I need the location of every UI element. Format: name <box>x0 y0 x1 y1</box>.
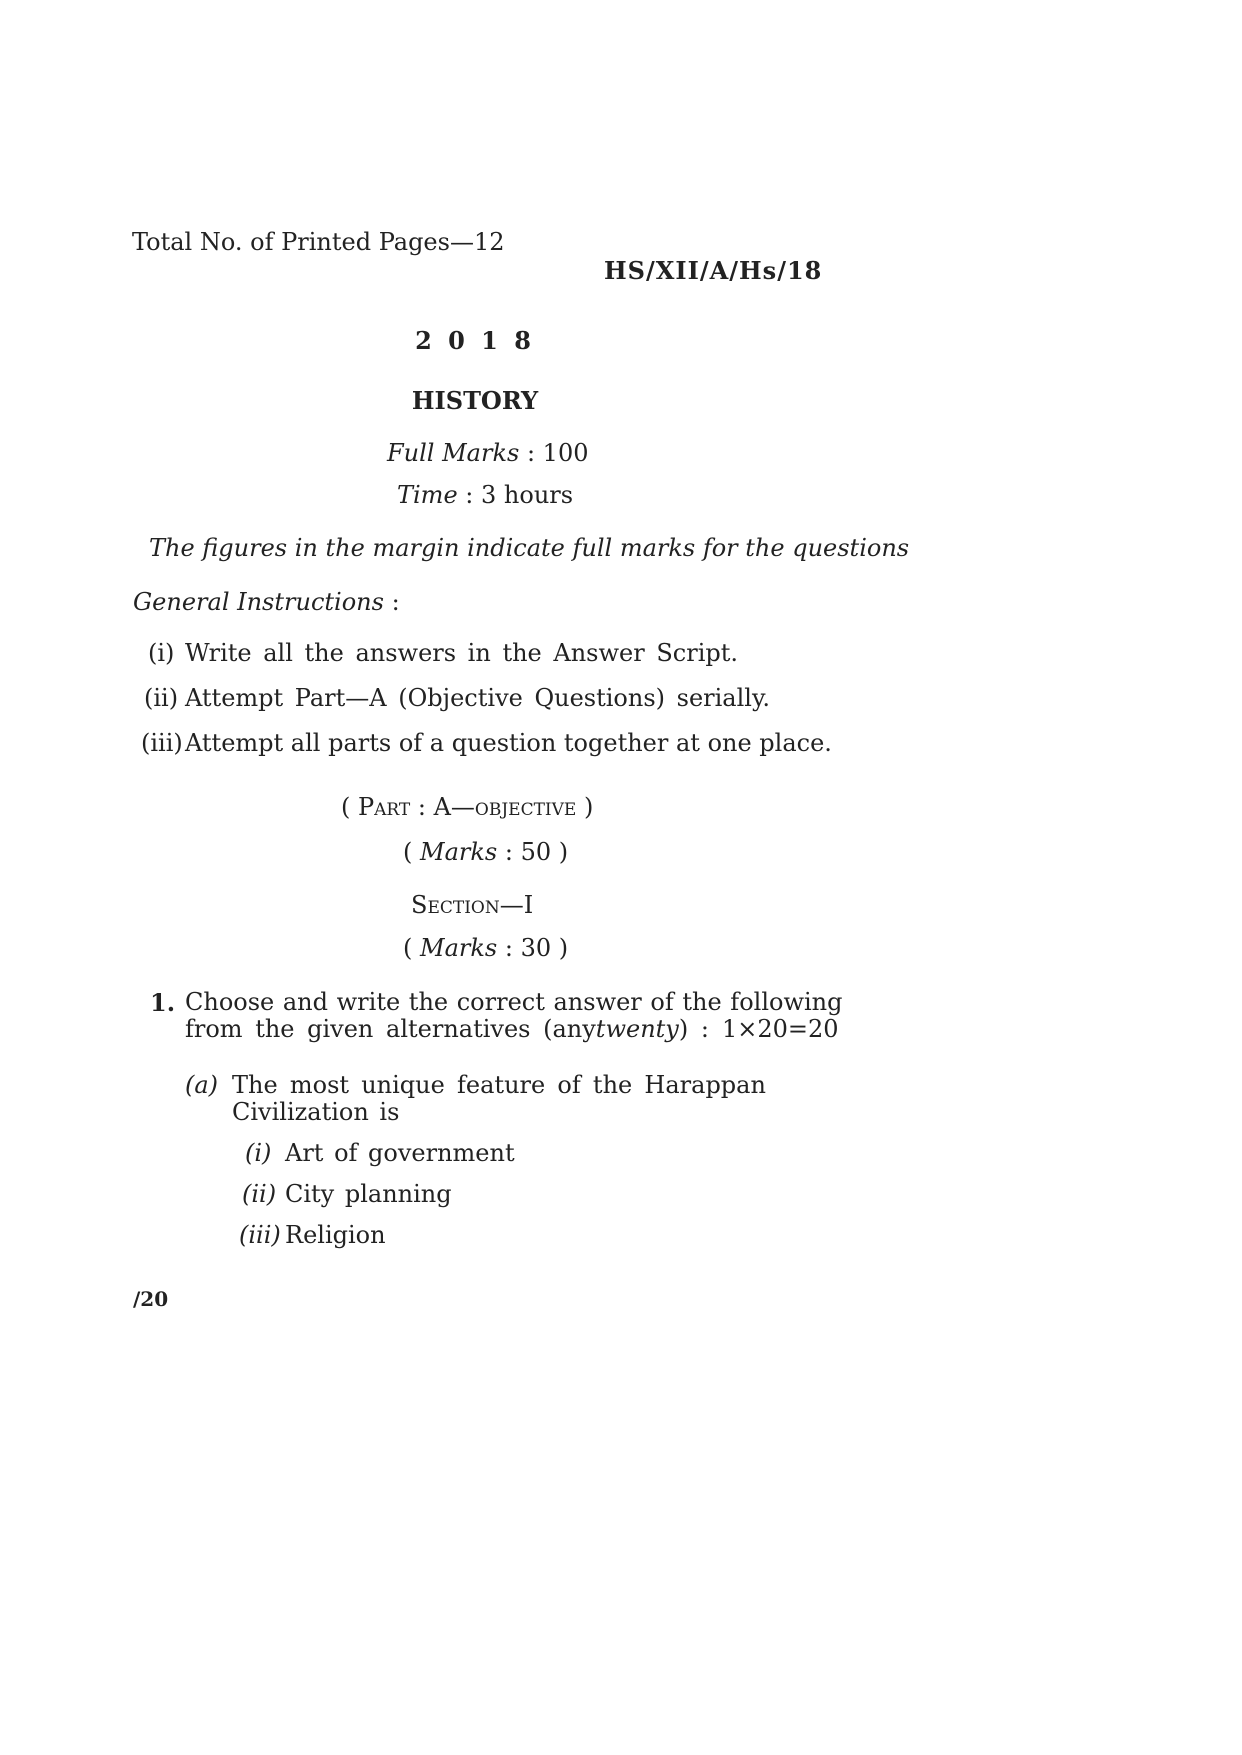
option-text: Religion <box>285 1221 386 1249</box>
word: unique <box>361 1071 445 1099</box>
section-marks-label: Marks <box>420 934 498 962</box>
exam-year: 2 0 1 8 <box>415 326 535 355</box>
part-a-marks-label: Marks <box>420 838 498 866</box>
exam-time <box>397 481 573 509</box>
part-a-marks <box>403 838 568 866</box>
exam-subject: HISTORY <box>411 386 539 415</box>
instruction-num: (ii) <box>144 684 179 712</box>
part-a-marks-value: : 50 ) <box>504 838 569 866</box>
sub-question-line-1 <box>232 1071 766 1099</box>
part-a-title: ( Part : A—objective ) <box>341 793 594 821</box>
full-marks-label: Full Marks <box>387 439 520 467</box>
word: most <box>289 1071 350 1099</box>
instruction-text: Write all the answers in the Answer Script. <box>185 639 738 667</box>
sub-question-line-2: Civilization is <box>232 1098 400 1126</box>
question-line-2-pre: from the given alternatives (any <box>185 1015 596 1043</box>
part-a-marks-open: ( <box>403 838 413 866</box>
instructions-heading <box>133 588 400 616</box>
instruction-num: (iii) <box>141 729 183 757</box>
full-marks-value: : 100 <box>526 439 589 467</box>
option-num: (iii) <box>239 1221 281 1249</box>
footer-code: /20 <box>133 1287 169 1311</box>
paper-code: HS/XII/A/Hs/18 <box>604 256 823 285</box>
sub-question-label: (a) <box>185 1071 219 1099</box>
total-pages-text: Total No. of Printed Pages—12 <box>132 228 505 256</box>
question-line-2-post: ) : <box>678 1015 709 1043</box>
option-num: (i) <box>245 1139 272 1167</box>
question-number: 1. <box>150 988 176 1017</box>
word: The <box>232 1071 278 1099</box>
question-line-2-italic: twenty <box>595 1015 679 1043</box>
word: of <box>557 1071 581 1099</box>
margin-note: The figures in the margin indicate full marks for the questions <box>149 534 910 562</box>
word: the <box>592 1071 633 1099</box>
option-text: City planning <box>285 1180 452 1208</box>
question-line-1: Choose and write the correct answer of the following <box>185 988 843 1016</box>
question-line-2 <box>185 1015 709 1043</box>
instructions-heading-label: General Instructions <box>133 588 384 616</box>
instruction-text: Attempt all parts of a question together at one place. <box>185 729 832 757</box>
section-marks-open: ( <box>403 934 413 962</box>
instruction-text: Attempt Part—A (Objective Questions) serially. <box>185 684 770 712</box>
section-title: Section—I <box>411 891 534 919</box>
word: feature <box>457 1071 546 1099</box>
time-value: : 3 hours <box>465 481 574 509</box>
instruction-num: (i) <box>148 639 175 667</box>
section-marks-value: : 30 ) <box>504 934 569 962</box>
instructions-heading-colon: : <box>391 588 400 616</box>
option-num: (ii) <box>242 1180 277 1208</box>
option-text: Art of government <box>285 1139 515 1167</box>
time-label: Time <box>397 481 458 509</box>
question-marks: 1×20=20 <box>722 1015 839 1043</box>
word: Harappan <box>644 1071 766 1099</box>
section-marks <box>403 934 568 962</box>
full-marks <box>387 439 588 467</box>
